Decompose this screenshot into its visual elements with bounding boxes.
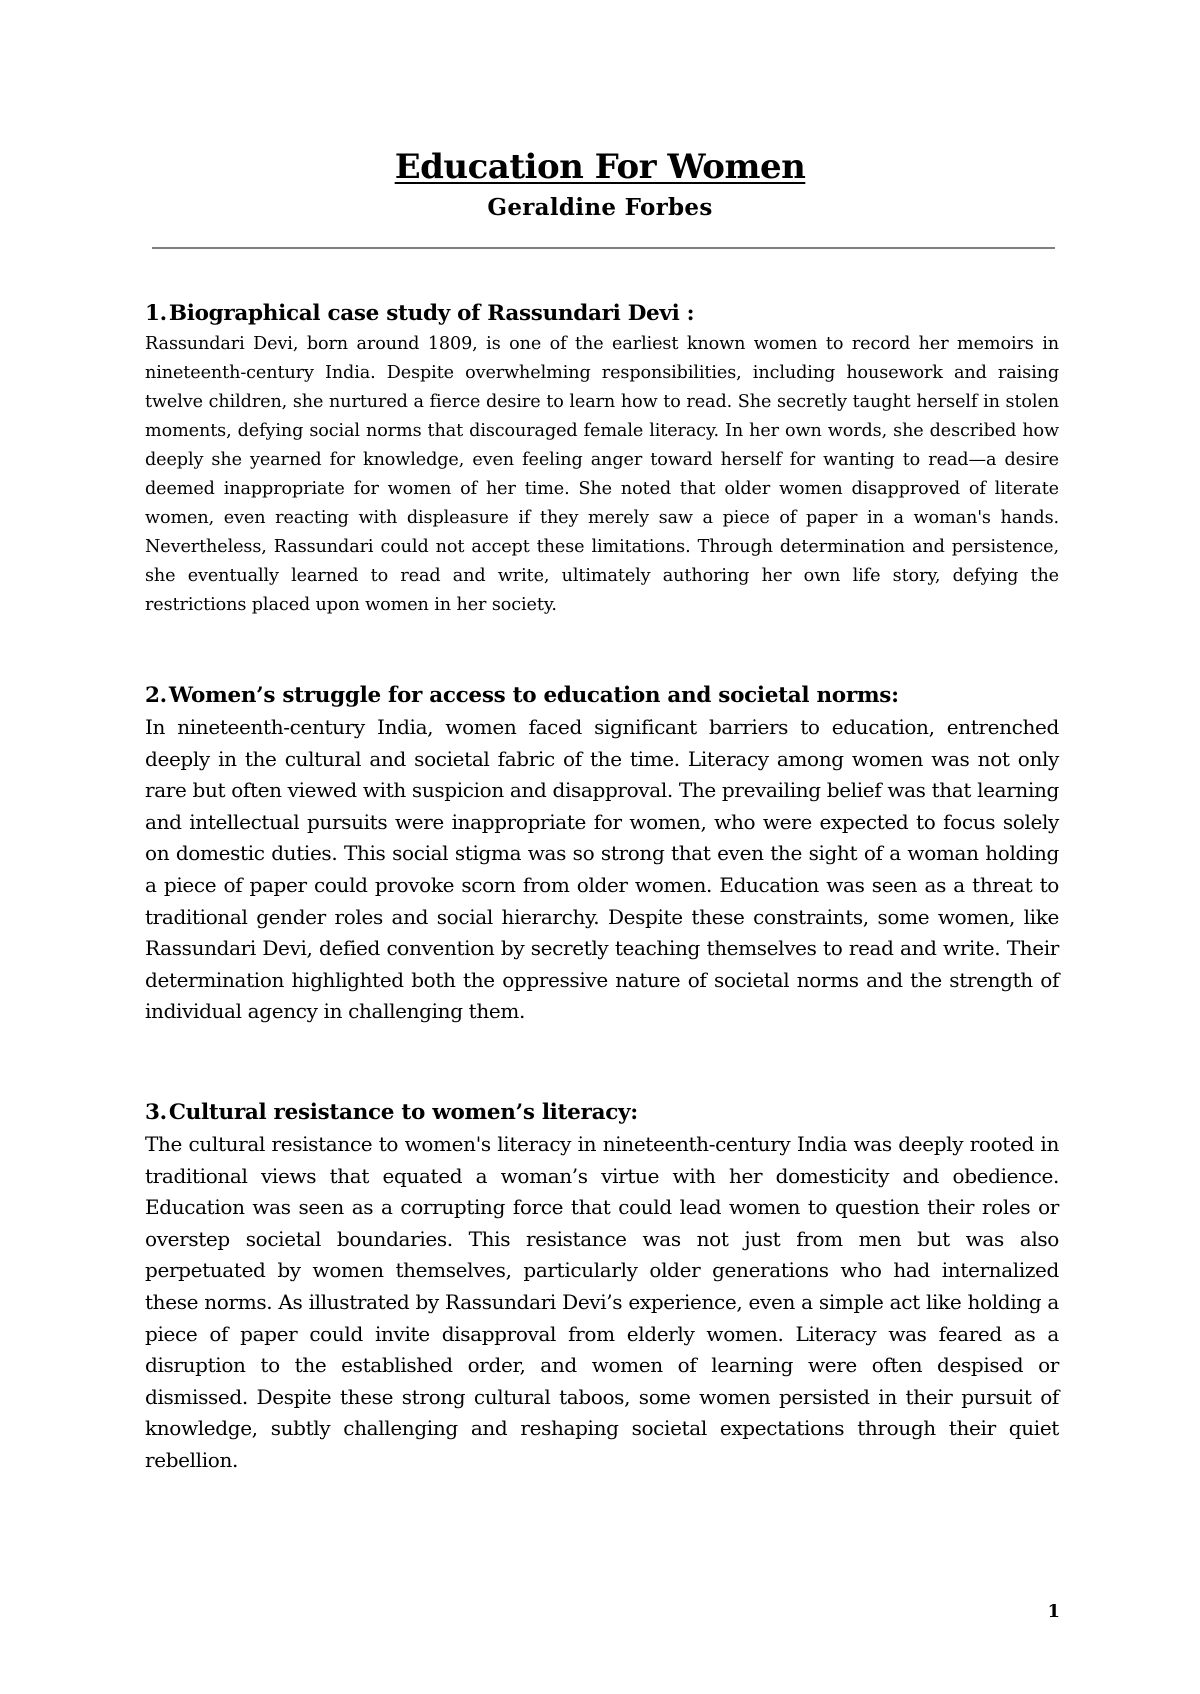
section-body: Rassundari Devi, born around 1809, is one of the earliest known women to record her memoirs in nineteenth-century India. Despite overwhelming responsibilities, including housework and raising twelve children, she nurtured a fierce desire to learn how to read. She secretly taught herself in stolen moments, defying social norms that discouraged female literacy. In her own words, she described how deeply she yearned for knowledge, even feeling anger toward herself for wanting to read—a desire deemed inappropriate for women of her time. She noted that older women disapproved of literate women, even reacting with displeasure if they merely saw a piece of paper in a woman's hands. Nevertheless, Rassundari could not accept these limitations. Through determination and persistence, she eventually learned to read and write, ultimately authoring her own life story, defying the restrictions placed upon women in her society. <box>145 334 1059 615</box>
section-body: In nineteenth-century India, women faced significant barriers to education, entrenched deeply in the cultural and societal fabric of the time. Literacy among women was not only rare but often viewed with suspicion and disapproval. The prevailing belief was that learning and intellectual pursuits were inappropriate for women, who were expected to focus solely on domestic duties. This social stigma was so strong that even the sight of a woman holding a piece of paper could provoke scorn from older women. Education was seen as a threat to traditional gender roles and social hierarchy. Despite these constraints, some women, like Rassundari Devi, defied convention by secretly teaching themselves to read and write. Their determination highlighted both the oppressive nature of societal norms and the strength of individual agency in challenging them. <box>145 715 1059 1024</box>
section-womens-struggle <box>145 680 1059 1028</box>
section-number: 2. <box>145 683 167 708</box>
section-heading-text: Biographical case study of Rassundari Devi : <box>168 301 695 326</box>
document-header <box>150 145 1050 225</box>
section-heading-text: Women’s struggle for access to education and societal norms: <box>168 683 899 708</box>
section-heading-text: Cultural resistance to women’s literacy: <box>168 1100 638 1125</box>
section-heading <box>145 298 1059 330</box>
section-heading <box>145 1097 1059 1129</box>
document-title: Education For Women <box>394 147 806 187</box>
section-heading <box>145 680 1059 712</box>
document-author: Geraldine Forbes <box>487 194 713 221</box>
section-biographical-case-study <box>145 298 1059 620</box>
header-divider <box>152 247 1055 249</box>
section-number: 3. <box>145 1100 167 1125</box>
page-number: 1 <box>1047 1601 1060 1622</box>
section-cultural-resistance <box>145 1097 1059 1477</box>
section-number: 1. <box>145 301 167 326</box>
section-body: The cultural resistance to women's literacy in nineteenth-century India was deeply rooted in traditional views that equated a woman’s virtue with her domesticity and obedience. Education was seen as a corrupting force that could lead women to question their roles or overstep societal boundaries. This resistance was not just from men but was also perpetuated by women themselves, particularly older generations who had internalized these norms. As illustrated by Rassundari Devi’s experience, even a simple act like holding a piece of paper could invite disapproval from elderly women. Literacy was feared as a disruption to the established order, and women of learning were often despised or dismissed. Despite these strong cultural taboos, some women persisted in their pursuit of knowledge, subtly challenging and reshaping societal expectations through their quiet rebellion. <box>145 1132 1059 1472</box>
